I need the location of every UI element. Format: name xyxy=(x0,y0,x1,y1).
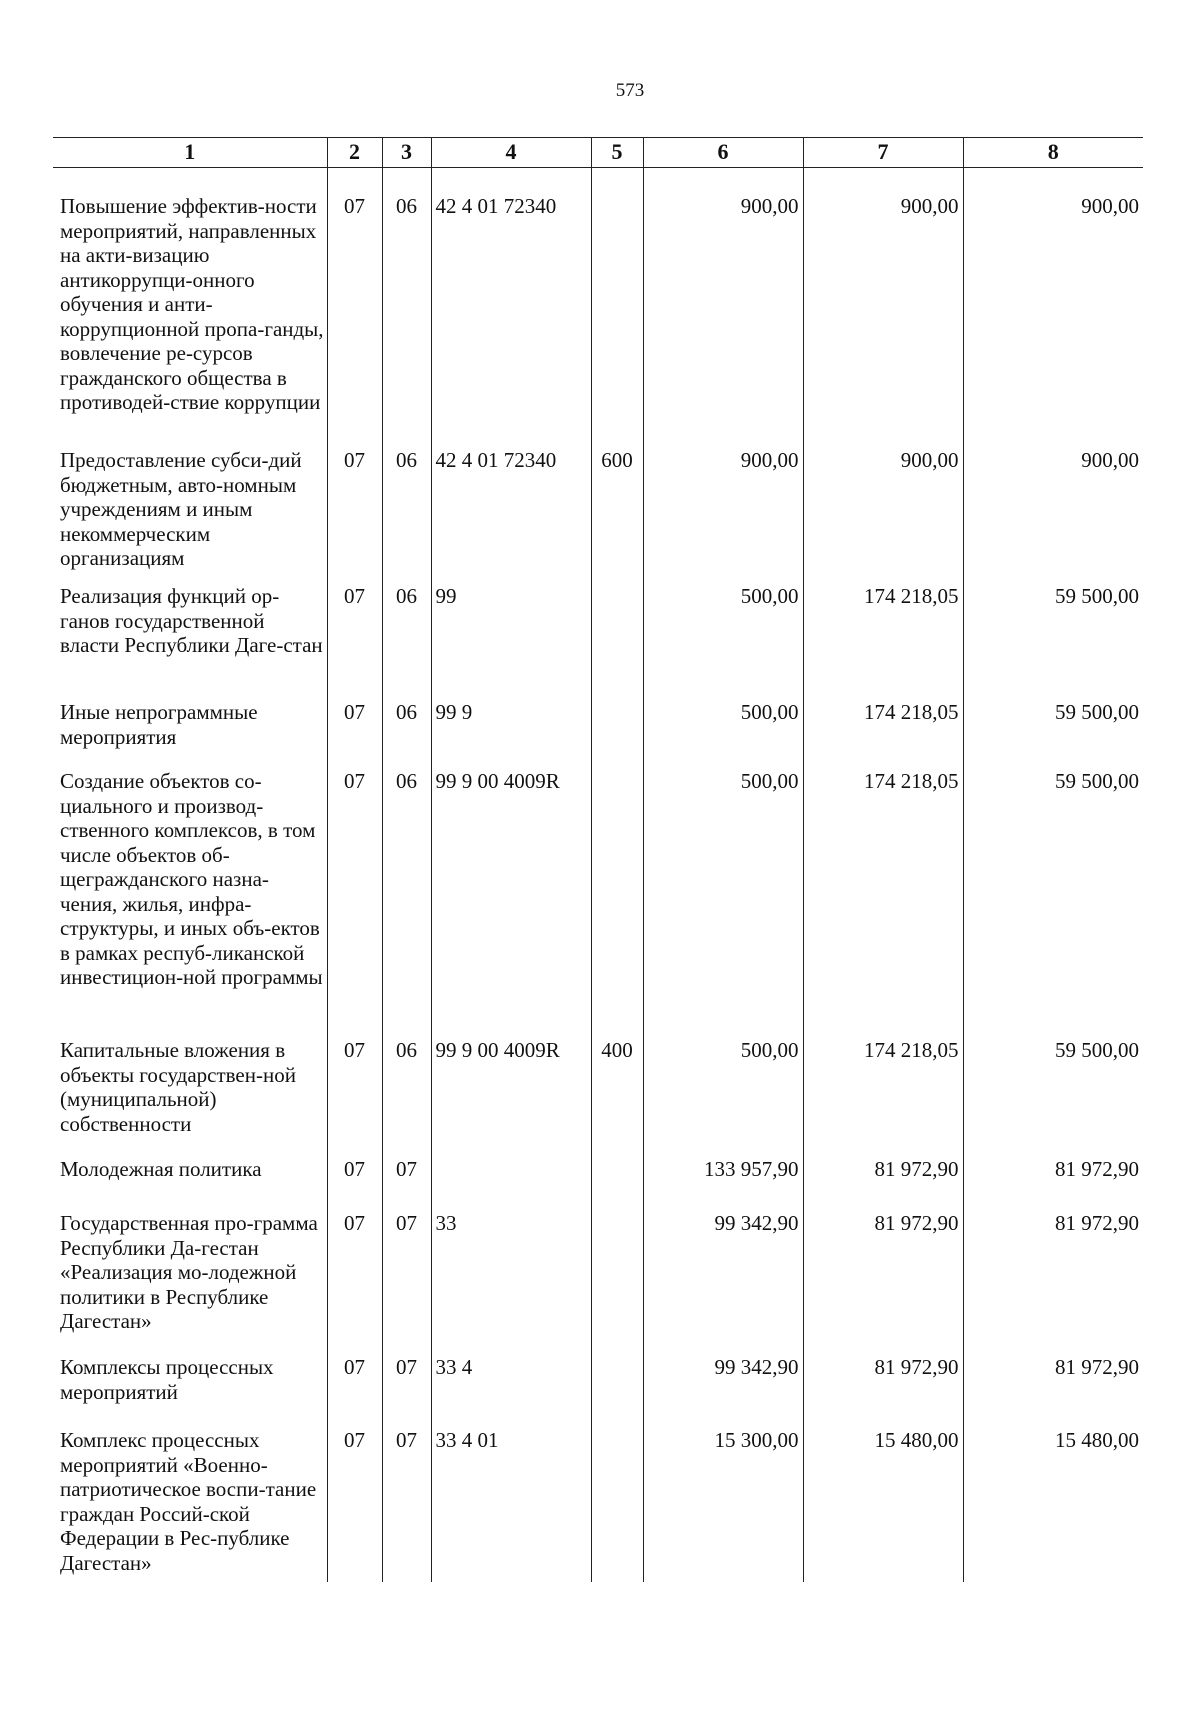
row-name: Государственная про-грамма Республики Да-гестан «Реализация мо-лодежной политики в Республике Дагестан» xyxy=(60,1211,318,1333)
row-amount-8: 81 972,90 xyxy=(963,1205,1143,1349)
row-target-code xyxy=(431,1151,591,1205)
row-target-code: 42 4 01 72340 xyxy=(431,188,591,442)
table-row xyxy=(53,442,1143,578)
row-subsection: 07 xyxy=(382,1205,431,1349)
table-body xyxy=(53,168,1143,1583)
row-amount-7: 900,00 xyxy=(803,442,963,578)
table-row xyxy=(53,763,1143,1032)
row-subsection: 06 xyxy=(382,1032,431,1151)
row-target-code: 33 xyxy=(431,1205,591,1349)
row-amount-7: 81 972,90 xyxy=(803,1151,963,1205)
header-col-4: 4 xyxy=(431,138,591,168)
row-expense-type xyxy=(591,578,643,694)
row-name: Комплексы процессных мероприятий xyxy=(60,1355,274,1404)
row-amount-6: 500,00 xyxy=(643,1032,803,1151)
row-expense-type xyxy=(591,188,643,442)
row-name: Создание объектов со-циального и производ-ственного комплексов, в том числе объектов об-щегражданского назна-чения, жилья, инфра-структуры, и иных объ-ектов в рамках респуб-ликанской инвестицион-ной программы xyxy=(60,769,323,989)
header-col-5: 5 xyxy=(591,138,643,168)
table-row xyxy=(53,1349,1143,1422)
row-amount-6: 900,00 xyxy=(643,442,803,578)
row-section: 07 xyxy=(327,1032,382,1151)
page-number: 573 xyxy=(615,80,645,101)
row-section: 07 xyxy=(327,578,382,694)
row-name: Иные непрограммные мероприятия xyxy=(60,700,258,749)
row-subsection: 06 xyxy=(382,763,431,1032)
row-section: 07 xyxy=(327,1205,382,1349)
row-amount-6: 15 300,00 xyxy=(643,1422,803,1582)
row-expense-type xyxy=(591,694,643,763)
row-target-code: 33 4 xyxy=(431,1349,591,1422)
header-row xyxy=(53,138,1143,168)
row-expense-type xyxy=(591,1349,643,1422)
row-section: 07 xyxy=(327,1151,382,1205)
row-amount-7: 81 972,90 xyxy=(803,1205,963,1349)
header-col-7: 7 xyxy=(803,138,963,168)
row-subsection: 07 xyxy=(382,1422,431,1582)
table-row xyxy=(53,1422,1143,1582)
row-amount-8: 59 500,00 xyxy=(963,694,1143,763)
table-row xyxy=(53,694,1143,763)
row-amount-7: 15 480,00 xyxy=(803,1422,963,1582)
row-amount-7: 174 218,05 xyxy=(803,1032,963,1151)
row-amount-7: 900,00 xyxy=(803,188,963,442)
table-row xyxy=(53,188,1143,442)
spacer-row xyxy=(53,168,1143,189)
row-amount-6: 500,00 xyxy=(643,578,803,694)
row-amount-6: 99 342,90 xyxy=(643,1349,803,1422)
row-expense-type: 400 xyxy=(591,1032,643,1151)
table-header xyxy=(53,138,1143,168)
row-amount-6: 99 342,90 xyxy=(643,1205,803,1349)
table-row xyxy=(53,1151,1143,1205)
row-amount-8: 15 480,00 xyxy=(963,1422,1143,1582)
row-amount-7: 174 218,05 xyxy=(803,694,963,763)
row-subsection: 06 xyxy=(382,188,431,442)
table-row xyxy=(53,578,1143,694)
header-col-6: 6 xyxy=(643,138,803,168)
row-amount-8: 81 972,90 xyxy=(963,1349,1143,1422)
header-col-8: 8 xyxy=(963,138,1143,168)
row-amount-8: 59 500,00 xyxy=(963,578,1143,694)
row-section: 07 xyxy=(327,188,382,442)
row-target-code: 99 9 xyxy=(431,694,591,763)
row-section: 07 xyxy=(327,1349,382,1422)
row-expense-type xyxy=(591,1151,643,1205)
row-subsection: 06 xyxy=(382,442,431,578)
header-col-2: 2 xyxy=(327,138,382,168)
row-subsection: 06 xyxy=(382,578,431,694)
row-subsection: 07 xyxy=(382,1349,431,1422)
row-expense-type: 600 xyxy=(591,442,643,578)
row-amount-8: 59 500,00 xyxy=(963,763,1143,1032)
row-target-code: 99 9 00 4009R xyxy=(431,763,591,1032)
row-amount-6: 500,00 xyxy=(643,763,803,1032)
row-name: Молодежная политика xyxy=(60,1157,262,1181)
row-expense-type xyxy=(591,1205,643,1349)
row-target-code: 99 9 00 4009R xyxy=(431,1032,591,1151)
row-target-code: 99 xyxy=(431,578,591,694)
row-name: Реализация функций ор-ганов государственной власти Республики Даге-стан xyxy=(60,584,323,657)
row-subsection: 06 xyxy=(382,694,431,763)
row-amount-7: 174 218,05 xyxy=(803,763,963,1032)
row-name: Предоставление субси-дий бюджетным, авто-номным учреждениям и иным некоммерческим организациям xyxy=(60,448,302,570)
row-amount-8: 900,00 xyxy=(963,442,1143,578)
table-row xyxy=(53,1205,1143,1349)
row-section: 07 xyxy=(327,442,382,578)
row-name: Комплекс процессных мероприятий «Военно-патриотическое воспи-тание граждан Россий-ской Федерации в Рес-публике Дагестан» xyxy=(60,1428,317,1575)
row-amount-7: 81 972,90 xyxy=(803,1349,963,1422)
row-target-code: 33 4 01 xyxy=(431,1422,591,1582)
row-subsection: 07 xyxy=(382,1151,431,1205)
row-name: Капитальные вложения в объекты государствен-ной (муниципальной) собственности xyxy=(60,1038,296,1136)
row-amount-8: 81 972,90 xyxy=(963,1151,1143,1205)
table-row xyxy=(53,1032,1143,1151)
row-amount-8: 59 500,00 xyxy=(963,1032,1143,1151)
budget-table xyxy=(53,137,1143,1582)
row-amount-6: 500,00 xyxy=(643,694,803,763)
row-expense-type xyxy=(591,763,643,1032)
row-target-code: 42 4 01 72340 xyxy=(431,442,591,578)
row-amount-6: 133 957,90 xyxy=(643,1151,803,1205)
row-name: Повышение эффектив-ности мероприятий, направленных на акти-визацию антикоррупци-онного обучения и анти-коррупционной пропа-ганды, вовлечение ре-сурсов гражданского общества в противодей-ствие коррупции xyxy=(60,194,324,414)
header-col-1: 1 xyxy=(53,138,327,168)
row-section: 07 xyxy=(327,694,382,763)
row-amount-7: 174 218,05 xyxy=(803,578,963,694)
row-section: 07 xyxy=(327,1422,382,1582)
row-amount-8: 900,00 xyxy=(963,188,1143,442)
row-section: 07 xyxy=(327,763,382,1032)
row-amount-6: 900,00 xyxy=(643,188,803,442)
row-expense-type xyxy=(591,1422,643,1582)
header-col-3: 3 xyxy=(382,138,431,168)
